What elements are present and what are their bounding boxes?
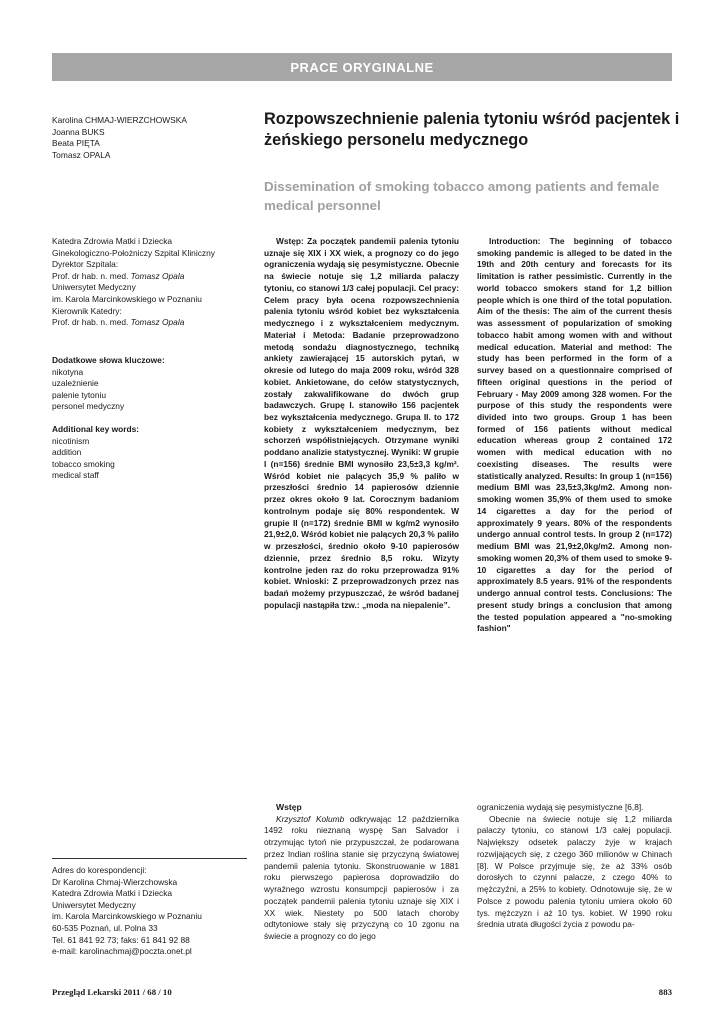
keyword: personel medyczny: [52, 401, 125, 412]
abstract-polish: [264, 236, 459, 612]
affiliation-line: Kierownik Katedry:: [52, 305, 122, 316]
body-column-right: [477, 802, 672, 931]
author-list: [52, 115, 187, 161]
journal-footer: Przegląd Lekarski 2011 / 68 / 10: [52, 987, 172, 997]
affiliation-line: [52, 271, 252, 283]
correspondence-email: e-mail: karolinachmaj@poczta.onet.pl: [52, 946, 192, 957]
affiliation-title: Prof. dr hab. n. med.: [52, 270, 131, 281]
abstract-text: Introduction: The beginning of tobacco smoking pandemic is alleged to be dated in the 19th and 20th century and forecasts for its limitation is rather pessimistic. Currently in the world tobacco smokers stand for 1,2 billion people which is one third of the total population. Aim of the thesis: The aim of the current thesis was assessment of popularization of smoking tobacco habit among women with and without medical education. Material and method: The study has been performed in the form of a survey based on a questionnaire comprised of fifteen original questions in the period of February - May 2009 among 328 women. For the purpose of this study the respondents were divided into two groups. Group 1 has been formed of 156 patients without medical education whereas group 2 contained 172 women with medical education with no coexisting diseases. The results were statistically analyzed. Results: In group 1 (n=156) medium BMI was 23,5±3,3kg/m2. Among non-smoking women 35,9% of them used to smoke 14 cigarettes a day for the period of approximately 9 years. 80% of the respondents undergo annual control tests. In group 2 (n=172) medium BMI was 21,9±2,0kg/m2. Among non-smoking women 20,3% of them used to smoke 9-10 cigarettes a day for the period of approximately 8.5 years. 91% of the respondents undergo annual control tests. Conclusions: The present study brings a conclusion that among the tested population appeared a "no-smoking fashion": [477, 236, 672, 634]
correspondence-line: Dr Karolina Chmaj-Wierzchowska: [52, 876, 178, 887]
correspondence-line: 60-535 Poznań, ul. Polna 33: [52, 922, 158, 933]
author: Tomasz OPALA: [52, 149, 111, 160]
body-paragraph: ograniczenia wydają się pesymistyczne [6,8].: [477, 802, 644, 812]
correspondence-line: Uniwersytet Medyczny: [52, 899, 136, 910]
body-paragraph: Obecnie na świecie notuje się 1,2 miliarda palaczy tytoniu, co stanowi 1/3 całej populacji. Największy odsetek palaczy żyje w krajach rozwijających się, z czego 360 milionów w Chinach [8]. W Polsce przyjmuje się, że aż 33% osób dorosłych to czynni palacze, z czego 40% to mężczyźni, a 25% to kobiety. Odnotowuje się, że w Polsce z powodu palenia tytoniu umiera około 60 tys. mężczyzn i aż 10 tys. kobiet. W 1990 roku średnia utrata długości życia z powodu pa-: [477, 813, 672, 930]
affiliation-line: Uniwersytet Medyczny: [52, 282, 136, 293]
affiliation-line: Katedra Zdrowia Matki i Dziecka: [52, 236, 173, 246]
keyword: addition: [52, 447, 82, 458]
keyword: tobacco smoking: [52, 458, 115, 469]
keyword: uzależnienie: [52, 378, 99, 389]
author: Joanna BUKS: [52, 126, 105, 137]
affiliation: [52, 236, 252, 329]
keywords-polish: [52, 355, 252, 413]
correspondence-line: Katedra Zdrowia Matki i Dziecka: [52, 888, 173, 899]
affiliation-title: Prof. dr hab. n. med.: [52, 317, 131, 328]
affiliation-line: Dyrektor Szpitala:: [52, 259, 119, 270]
affiliation-line: im. Karola Marcinkowskiego w Poznaniu: [52, 293, 202, 304]
correspondence-header: Adres do korespondencji:: [52, 865, 147, 875]
correspondence-line: Tel. 61 841 92 73; faks: 61 841 92 88: [52, 934, 190, 945]
person-name: Krzysztof Kolumb: [276, 813, 345, 824]
body-column-left: [264, 802, 459, 943]
affiliation-line: Ginekologiczno-Położniczy Szpital Kliniczny: [52, 247, 215, 258]
title-polish: Rozpowszechnienie palenia tytoniu wśród pacjentek i żeńskiego personelu medycznego: [264, 110, 680, 149]
author: Beata PIĘTA: [52, 138, 100, 148]
keyword: medical staff: [52, 470, 99, 481]
author: Karolina CHMAJ-WIERZCHOWSKA: [52, 115, 187, 125]
paragraph-text: odkrywając 12 października 1492 roku nieznaną wyspę San Salvador i otrzymując tytoń nie przypuszczał, że podarowana przez Indian roślina stanie się przyczyną światowej pandemii palenia tytoniu. Skonstruowanie w 1881 roku pierwszego papierosa doprowadziło do wyraźnego wzrostu konsumpcji papierosów i za początek pandemii palenia tytoniu uznaje się XIX i XX wiek. Niestety po 500 latach choroby odtytoniowe stały się przyczyną co 10 zgonu na świecie a prognozy co do jego: [264, 813, 459, 942]
body-paragraph: [264, 814, 459, 943]
section-banner: [52, 53, 672, 81]
keyword: palenie tytoniu: [52, 389, 107, 400]
abstract-text: Wstęp: Za początek pandemii palenia tytoniu uznaje się XIX i XX wiek, a prognozy co do jego ograniczenia wydają się pesymistyczne. Obecnie na świecie notuje się 1,2 miliarda palaczy tytoniu, co stanowi 1/3 całej populacji. Cel pracy: Celem pracy była ocena rozpowszechnienia palenia tytoniu wśród kobiet bez wykształcenia medycznego i z wykształceniem medycznym. Materiał i Metoda: Badanie przeprowadzono metodą sondażu diagnostycznego, techniką ankiety zawierającej 15 autorskich pytań, w okresie od lutego do maja 2009 roku, wśród 328 kobiet. Ankietowane, do celów statystycznych, zostały zakwalifikowane do dwóch grup badawczych. Grupę I. stanowiło 156 pacjentek bez wykształcenia medycznego. Grupa II. to 172 kobiety z wykształceniem medycznym, bez schorzeń współistniejących. Otrzymane wyniki poddano analizie statystycznej. Wyniki: W grupie I (n=156) średnie BMI wynosiło 23,5±3,3 kg/m². Wśród kobiet nie palących 35,9 % paliło w przeszłości średnio 14 papierosów dziennie przez okres około 9 lat. Corocznym badaniom kontrolnym podaje się 80% respondentek. W grupie II (n=172) średnie BMI w kg/m2 wynosiło 21,9±2,0. Wśród kobiet nie palących 20,3 % paliło w przeszłości, średnio około 9-10 papierosów dziennie, przez średnio 8,5 roku. Wizyty kontrolne jeden raz do roku przeprowadza 91% kobiet. Wnioski: Z przeprowadzonych przez nas badań możemy przypuszczać, że wśród badanej populacji nastąpiła tzw.: „moda na niepalenie”.: [264, 236, 459, 610]
keywords-header: Additional key words:: [52, 424, 140, 434]
section-label: PRACE ORYGINALNE: [290, 59, 434, 75]
page-number: 883: [658, 987, 672, 997]
abstract-english: [477, 236, 672, 635]
title-english: Dissemination of smoking tobacco among patients and female medical personnel: [264, 179, 660, 213]
head-name: Tomasz Opala: [130, 317, 185, 328]
section-heading: Wstęp: [276, 802, 302, 812]
correspondence-line: im. Karola Marcinkowskiego w Poznaniu: [52, 911, 202, 922]
correspondence-address: [52, 858, 247, 958]
keywords-header: Dodatkowe słowa kluczowe:: [52, 355, 165, 365]
keyword: nikotyna: [52, 366, 84, 377]
director-name: Tomasz Opala: [130, 270, 185, 281]
keyword: nicotinism: [52, 435, 90, 446]
keywords-english: [52, 424, 252, 482]
affiliation-line: [52, 317, 252, 329]
